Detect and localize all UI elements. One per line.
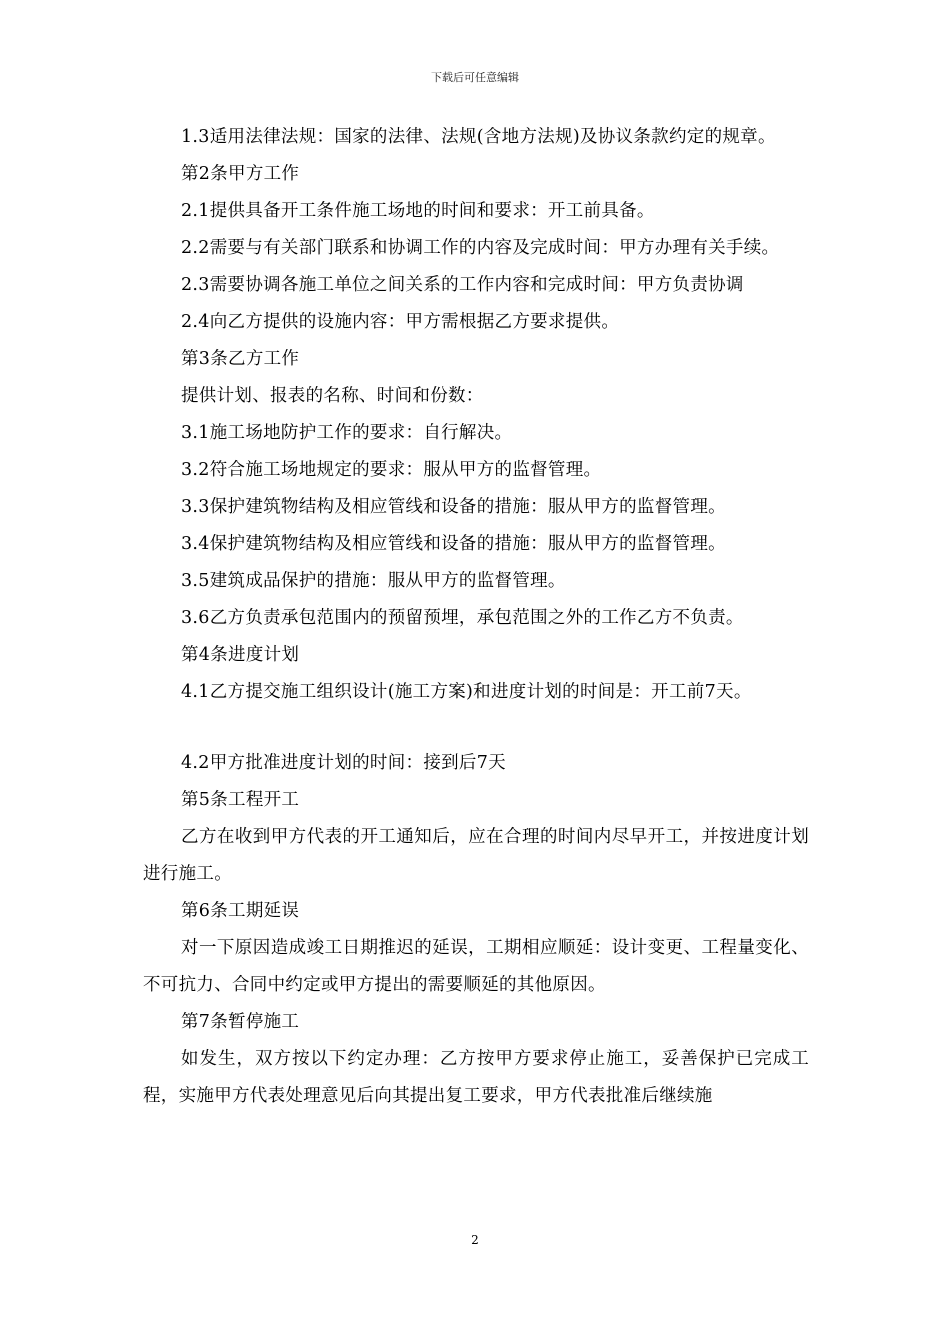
section-heading: 第7条暂停施工 — [181, 1012, 300, 1032]
paragraph: 3.6乙方负责承包范围内的预留预埋，承包范围之外的工作乙方不负责。 — [181, 608, 744, 628]
page-header: 下载后可任意编辑 — [431, 71, 519, 84]
paragraph: 2.4向乙方提供的设施内容：甲方需根据乙方要求提供。 — [181, 312, 620, 332]
paragraph: 如发生，双方按以下约定办理：乙方按甲方要求停止施工，妥善保护已完成工程，实施甲方代表处理意见后向其提出复工要求，甲方代表批准后继续施 — [143, 1049, 809, 1106]
paragraph: 3.1施工场地防护工作的要求：自行解决。 — [181, 423, 513, 443]
section-heading: 第2条甲方工作 — [181, 164, 300, 184]
section-heading: 第5条工程开工 — [181, 790, 300, 810]
paragraph: 乙方在收到甲方代表的开工通知后，应在合理的时间内尽早开工，并按进度计划进行施工。 — [143, 827, 809, 884]
paragraph: 4.2甲方批准进度计划的时间：接到后7天 — [181, 753, 506, 773]
paragraph: 1.3适用法律法规：国家的法律、法规(含地方法规)及协议条款约定的规章。 — [181, 127, 776, 147]
paragraph: 2.2需要与有关部门联系和协调工作的内容及完成时间：甲方办理有关手续。 — [181, 238, 780, 258]
paragraph: 3.5建筑成品保护的措施：服从甲方的监督管理。 — [181, 571, 566, 591]
paragraph: 3.3保护建筑物结构及相应管线和设备的措施：服从甲方的监督管理。 — [181, 497, 726, 517]
section-heading: 第6条工期延误 — [181, 901, 300, 921]
paragraph: 4.1乙方提交施工组织设计(施工方案)和进度计划的时间是：开工前7天。 — [181, 682, 752, 702]
section-heading: 第3条乙方工作 — [181, 349, 300, 369]
paragraph: 3.4保护建筑物结构及相应管线和设备的措施：服从甲方的监督管理。 — [181, 534, 726, 554]
paragraph: 提供计划、报表的名称、时间和份数： — [181, 386, 484, 406]
paragraph: 2.1提供具备开工条件施工场地的时间和要求：开工前具备。 — [181, 201, 655, 221]
section-heading: 第4条进度计划 — [181, 645, 300, 665]
paragraph: 对一下原因造成竣工日期推迟的延误，工期相应顺延：设计变更、工程量变化、不可抗力、合同中约定或甲方提出的需要顺延的其他原因。 — [143, 938, 809, 995]
page-number: 2 — [471, 1233, 479, 1247]
document-body — [143, 119, 809, 1115]
paragraph: 2.3需要协调各施工单位之间关系的工作内容和完成时间：甲方负责协调 — [181, 275, 744, 295]
paragraph: 3.2符合施工场地规定的要求：服从甲方的监督管理。 — [181, 460, 602, 480]
